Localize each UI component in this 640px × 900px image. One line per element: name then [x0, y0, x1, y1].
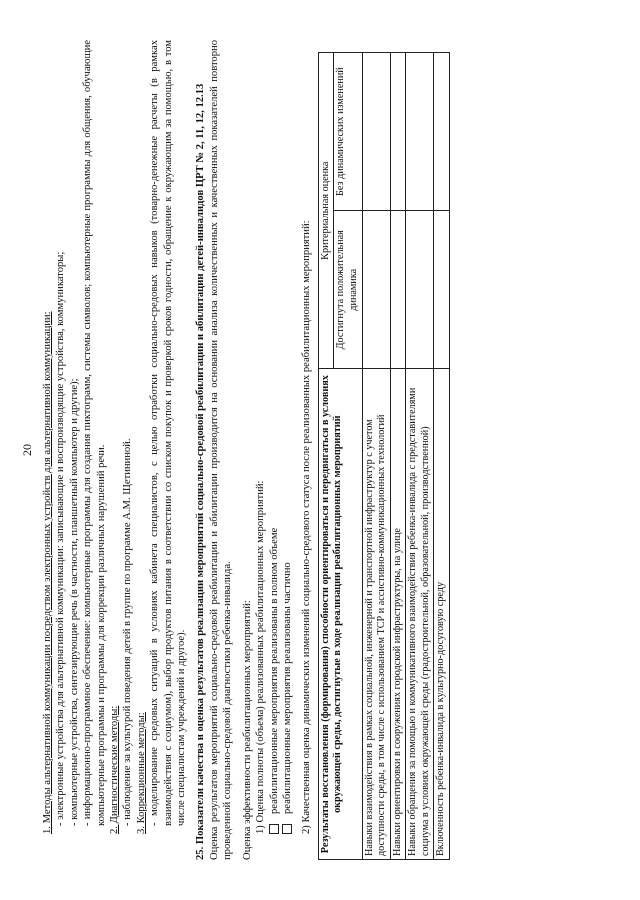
row-text: Навыки обращения за помощью и коммуникативного взаимодействия ребенка-инвалида с представителями социума в условиях окружающей среды (градостроительной, образовательной, производственной) [406, 369, 434, 860]
row-cell[interactable] [390, 211, 406, 369]
row-cell[interactable] [406, 53, 434, 211]
table-head-main: Результаты восстановления (формирования) способности ориентироваться и передвигаться в условиях окружающей среды, достигнутые в ходе реализации реабилитационных мероприятий [318, 369, 362, 860]
efficiency-heading: Оценка эффективности реабилитационных мероприятий: [241, 600, 253, 860]
completeness-question: 1) Оценка полноты (объема) реализованных реабилитационных мероприятий: [255, 480, 267, 834]
table-head-col2: Без динамических изменений [334, 53, 362, 211]
methods-item-1-bullet: - информационно-программное обеспечение: компьютерные программы для создания пиктограмм, системы символов; компьютерные программы для общения, обучающие компьютерные программы и программы для коррекции различных нарушений речи. [82, 40, 107, 826]
row-cell[interactable] [362, 53, 390, 211]
checkbox-icon[interactable] [282, 824, 292, 834]
table-row [406, 53, 434, 860]
methods-item-1-bullet: - электронные устройства для альтернативной коммуникации: записывающие и воспроизводящие устройства, коммуникаторы; [55, 251, 67, 826]
quality-question: 2) Качественная оценка динамических изменений социально-средового статуса после реализованных реабилитационных мероприятий: [301, 220, 313, 834]
table-row [390, 53, 406, 860]
row-text: Навыки ориентировки в сооружениях городской инфраструктуры, на улице [390, 369, 406, 860]
row-cell[interactable] [406, 211, 434, 369]
row-cell[interactable] [390, 53, 406, 211]
methods-item-1-bullet: - компьютерные устройства, синтезирующие речь (в частности, планшетный компьютер и другие); [68, 378, 80, 826]
methods-item-3-bullet: - моделирование средовых ситуаций в условиях кабинета специалистов, с целью отработки социально-средовых навыков (товарно-денежные расчеты (в рамках взаимодействия с социумом), выбор продуктов питания в соответствии со списком покупок и проверкой сроков годности, обращение к окружающим за помощью, в том числе специалистам учреждений и другое). [149, 40, 188, 826]
check-item-full: реабилитационные мероприятия реализованы в полном объеме [268, 40, 281, 860]
methods-item-2-bullet: - наблюдение за культурой поведения детей в группе по программе А.М. Щетининой. [122, 438, 134, 826]
page-number: 20 [20, 444, 34, 456]
methods-item-1: 1. Методы альтернативной коммуникации посредством электронных устройств для альтернативной коммуникации: [42, 311, 53, 834]
table-head-group: Критериальная оценка [318, 53, 334, 369]
row-cell[interactable] [434, 53, 450, 211]
row-text: Включенность ребенка-инвалида в культурно-досуговую среду [434, 369, 450, 860]
rotated-page [20, 40, 600, 860]
section-25-title: 25. Показатели качества и оценка результатов реализации мероприятий социально-средовой реабилитации и абилитации детей-инвалидов ЦРТ № 2, 11, 12, 12.13 [195, 83, 207, 860]
section-25-paragraph: Оценка результатов мероприятий социально-средовой реабилитации и абилитации производится на основании анализа количественных и качественных показателей повторно проведенной социально-средовой диагностики ребенка-инвалида. [208, 40, 234, 860]
methods-item-3: 3. Коррекционные методы: [135, 712, 147, 834]
row-cell[interactable] [362, 211, 390, 369]
row-text: Навыки взаимодействия в рамках социальной, инженерной и транспортной инфраструктур с учетом доступности среды, в том числе с использованием ТСР и ассистивно-коммуникационных технологий [362, 369, 390, 860]
methods-item-2: 2. Диагностические методы: [109, 705, 121, 834]
check-item-partial: реабилитационные мероприятия реализованы частично [281, 40, 294, 860]
checkbox-icon[interactable] [269, 824, 279, 834]
results-table [318, 52, 450, 860]
table-head-col1: Достигнута положительная динамика [334, 211, 362, 369]
row-cell[interactable] [434, 211, 450, 369]
table-row [434, 53, 450, 860]
table-row [362, 53, 390, 860]
